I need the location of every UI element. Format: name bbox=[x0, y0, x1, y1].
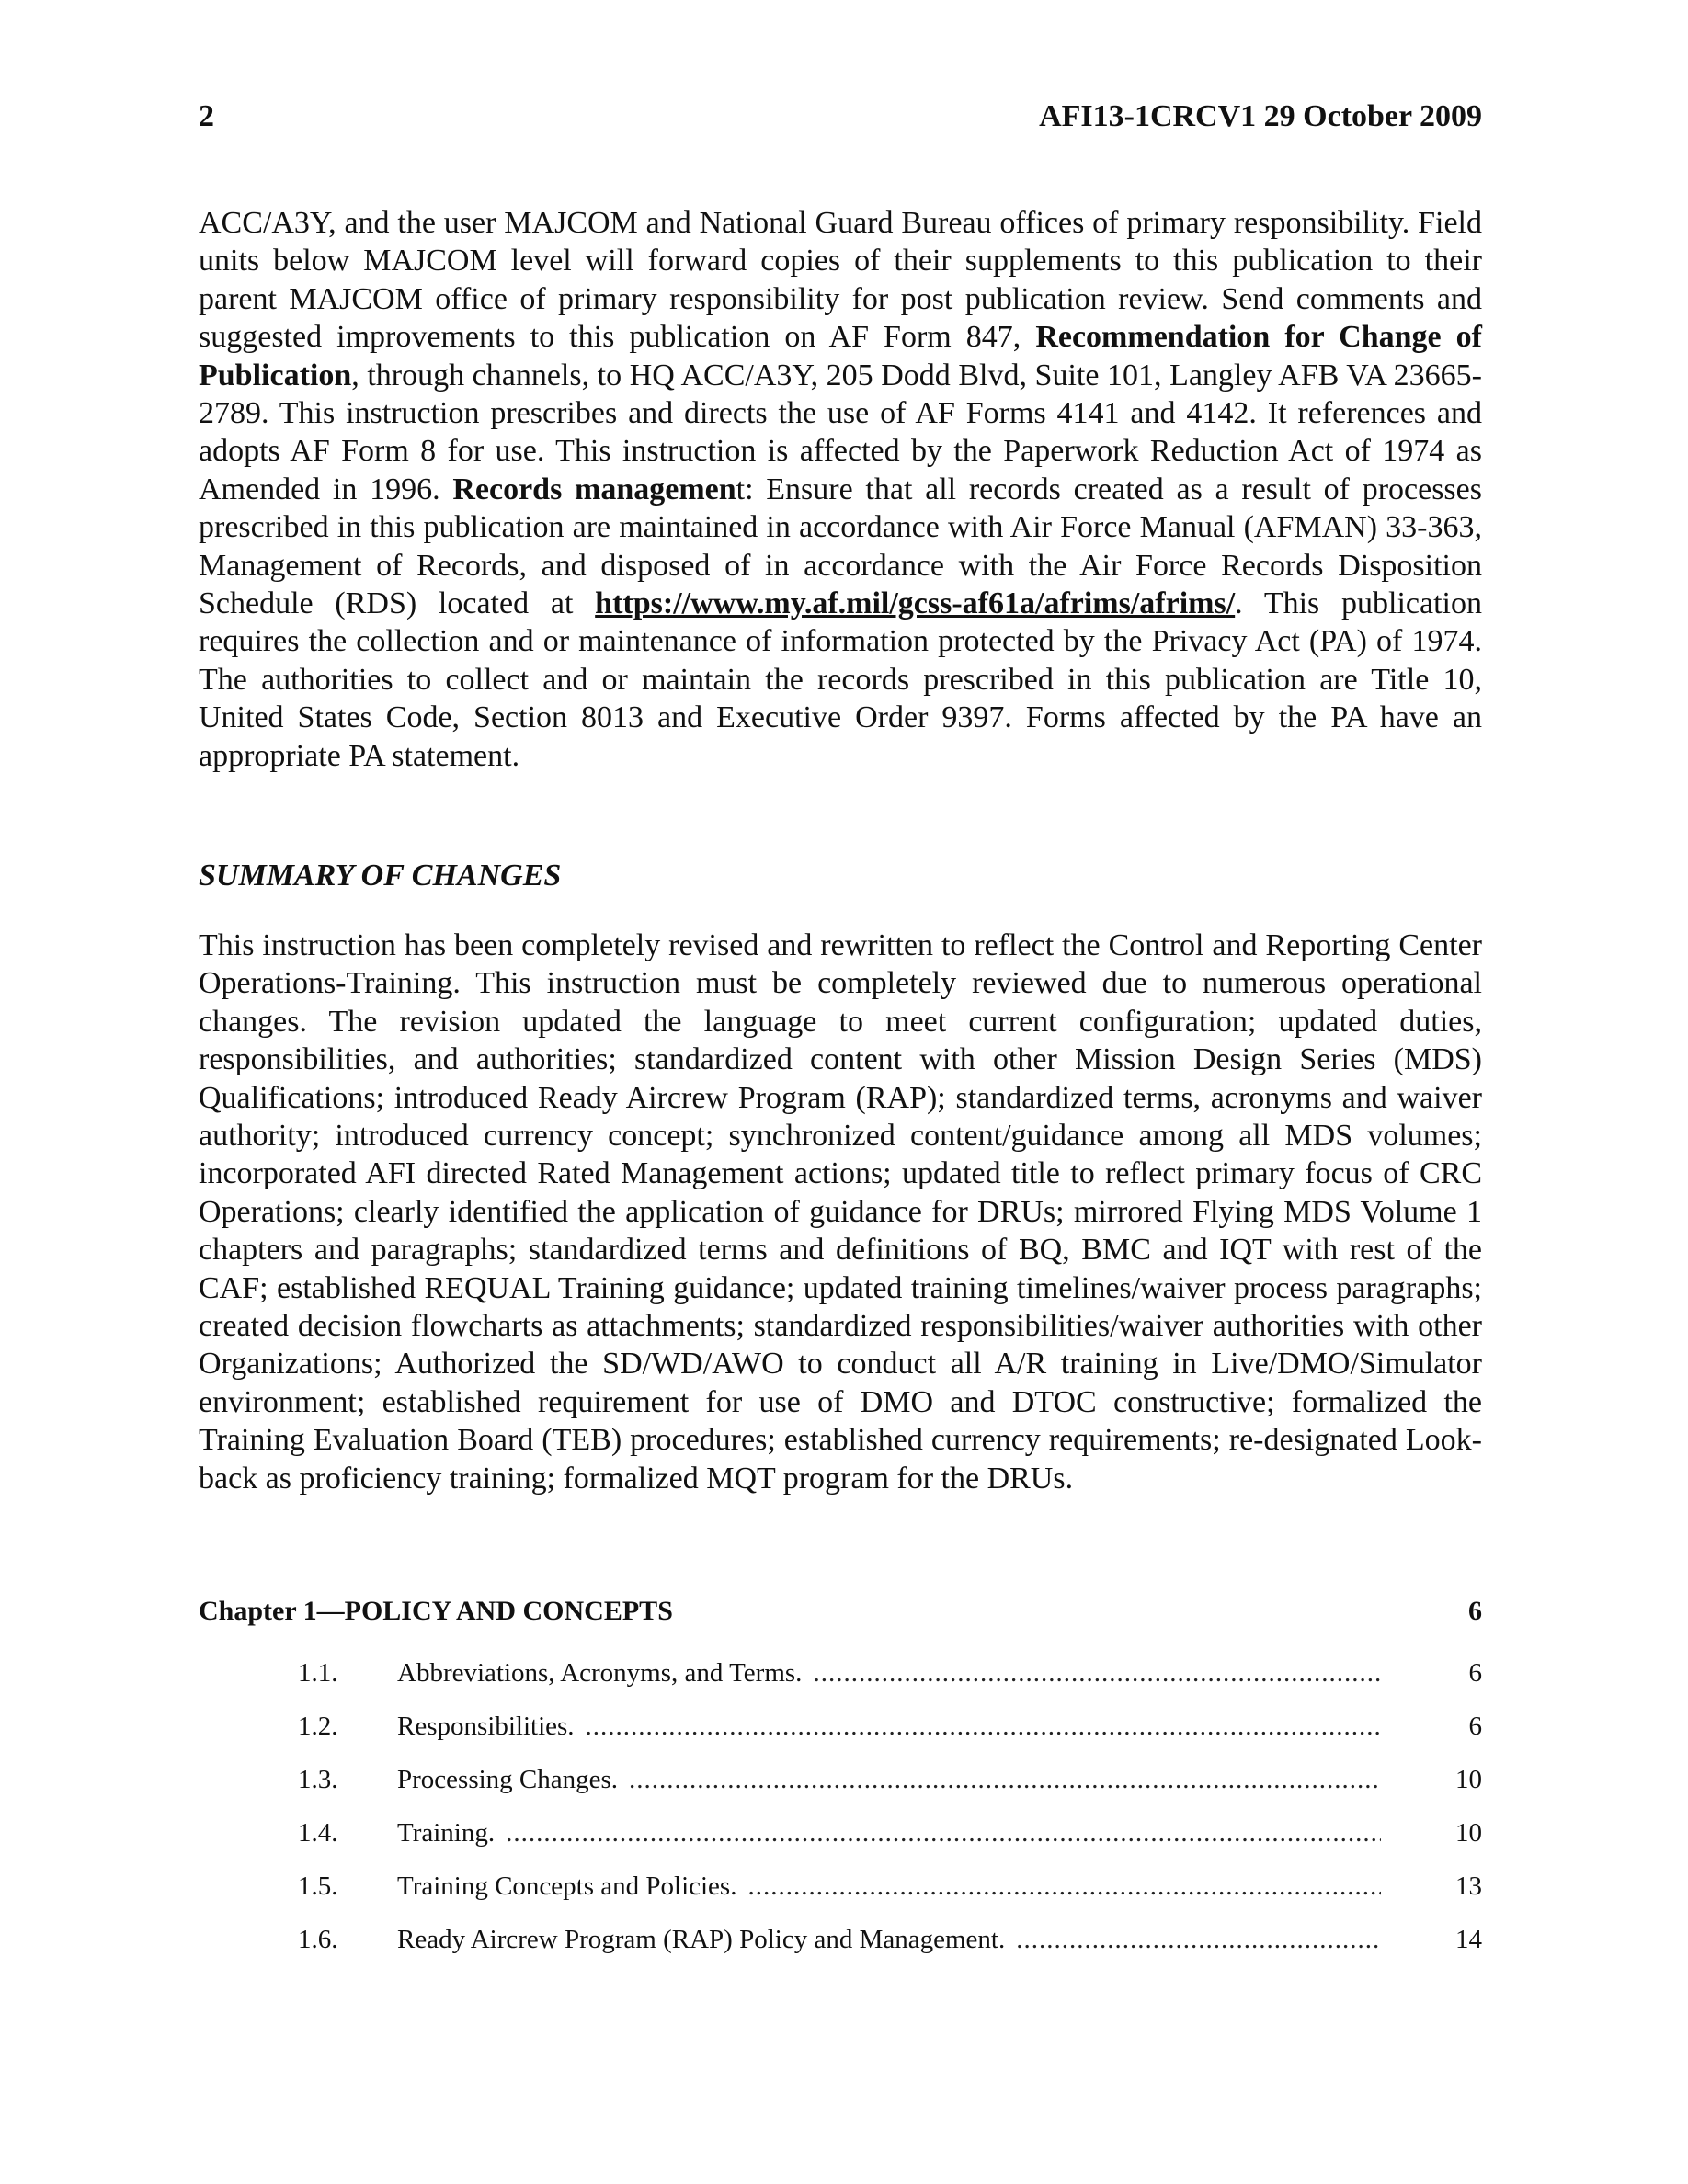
toc-entry-number: 1.6. bbox=[298, 1925, 338, 1954]
toc-entry-title: Processing Changes. bbox=[397, 1765, 619, 1794]
intro-text-2: , through channels, to HQ ACC/A3Y, 205 Dodd Blvd, Suite 101, Langley AFB VA 23665-2789. This instruction prescribes and directs the use of AF Forms 4141 and 4142. It references and adopts AF Form 8 for use. This instruction is affected by the Paperwork Reduction Act of 1974 as Amended in 1996. bbox=[199, 358, 1482, 506]
toc-entry[interactable] bbox=[199, 1913, 1482, 1966]
document-id: AFI13-1CRCV1 29 October 2009 bbox=[1039, 99, 1482, 133]
toc-entry[interactable] bbox=[199, 1806, 1482, 1860]
intro-text-1: ACC/A3Y, and the user MAJCOM and National Guard Bureau offices of primary responsibility. Field units below MAJCOM level will forward copies of their supplements to this publication to their parent MAJCOM office of primary responsibility for post publication review. Send comments and suggested improvements to this publication on AF Form 847, bbox=[199, 206, 1482, 355]
toc-entry-number: 1.4. bbox=[298, 1818, 338, 1848]
toc-entry-page: 6 bbox=[1468, 1712, 1482, 1741]
toc-entry-number: 1.2. bbox=[298, 1712, 338, 1741]
toc-entry-number: 1.3. bbox=[298, 1765, 338, 1794]
toc-entry[interactable] bbox=[199, 1646, 1482, 1700]
toc-entry-title: Responsibilities. bbox=[397, 1712, 575, 1741]
toc-chapter[interactable] bbox=[199, 1593, 1482, 1630]
page-number: 2 bbox=[199, 99, 214, 133]
intro-paragraph bbox=[199, 204, 1482, 775]
afrims-link[interactable]: https://www.my.af.mil/gcss-af61a/afrims/afrims/ bbox=[595, 586, 1236, 621]
toc-entry[interactable] bbox=[199, 1700, 1482, 1753]
toc-entry-number: 1.1. bbox=[298, 1658, 338, 1688]
form-title: Recommendation for Change of Publication bbox=[199, 320, 1482, 392]
toc-entry-title: Training Concepts and Policies. bbox=[397, 1871, 737, 1901]
table-of-contents bbox=[199, 1593, 1482, 1966]
summary-paragraph: This instruction has been completely revised and rewritten to reflect the Control and Reporting Center Operations-Training. This instruction must be completely reviewed due to numerous operational changes. The revision updated the language to meet current configuration; updated duties, responsibilities, and authorities; standardized content with other Mission Design Series (MDS) Qualifications; introduced Ready Aircrew Program (RAP); standardized terms, acronyms and waiver authority; introduced currency concept; synchronized content/guidance among all MDS volumes; incorporated AFI directed Rated Management actions; updated title to reflect primary focus of CRC Operations; clearly identified the application of guidance for DRUs; mirrored Flying MDS Volume 1 chapters and paragraphs; standardized terms and definitions of BQ, BMC and IQT with rest of the CAF; established REQUAL Training guidance; updated training timelines/waiver process paragraphs; created decision flowcharts as attachments; standardized responsibilities/waiver authorities with other Organizations; Authorized the SD/WD/AWO to conduct all A/R training in Live/DMO/Simulator environment; established requirement for use of DMO and DTOC constructive; formalized the Training Evaluation Board (TEB) procedures; established currency requirements; re-designated Look-back as proficiency training; formalized MQT program for the DRUs. bbox=[199, 928, 1482, 1496]
toc-entry-page: 14 bbox=[1455, 1925, 1482, 1954]
toc-leader-dots bbox=[629, 1753, 1381, 1806]
toc-entry-title: Ready Aircrew Program (RAP) Policy and Management. bbox=[397, 1925, 1006, 1954]
toc-leader-dots bbox=[586, 1700, 1381, 1753]
toc-chapter-title: Chapter 1—POLICY AND CONCEPTS bbox=[199, 1596, 673, 1626]
toc-entry-number: 1.5. bbox=[298, 1871, 338, 1901]
toc-leader-dots bbox=[747, 1860, 1381, 1913]
toc-entry-page: 10 bbox=[1455, 1818, 1482, 1848]
toc-leader-dots bbox=[506, 1806, 1381, 1860]
toc-leader-dots bbox=[1016, 1913, 1381, 1966]
toc-entry[interactable] bbox=[199, 1860, 1482, 1913]
records-management-label: Records managemen bbox=[452, 472, 736, 506]
intro-text-4: . This publication requires the collection and or maintenance of information protected by the Privacy Act (PA) of 1974. The authorities to collect and or maintain the records prescribed in this publication are Title 10, United States Code, Section 8013 and Executive Order 9397. Forms affected by the PA have an appropriate PA statement. bbox=[199, 586, 1482, 773]
summary-heading: SUMMARY OF CHANGES bbox=[199, 859, 562, 893]
toc-entry-title: Abbreviations, Acronyms, and Terms. bbox=[397, 1658, 803, 1688]
toc-entry-page: 10 bbox=[1455, 1765, 1482, 1794]
toc-leader-dots bbox=[813, 1646, 1381, 1700]
toc-entry[interactable] bbox=[199, 1753, 1482, 1806]
toc-chapter-page: 6 bbox=[1468, 1596, 1482, 1626]
intro-text-3: t: Ensure that all records created as a result of processes prescribed in this publication are maintained in accordance with Air Force Manual (AFMAN) 33-363, Management of Records, and disposed of in accordance with the Air Force Records Disposition Schedule (RDS) located at bbox=[199, 472, 1482, 621]
toc-entry-page: 13 bbox=[1455, 1871, 1482, 1901]
toc-entry-page: 6 bbox=[1468, 1658, 1482, 1688]
toc-entry-title: Training. bbox=[397, 1818, 496, 1848]
